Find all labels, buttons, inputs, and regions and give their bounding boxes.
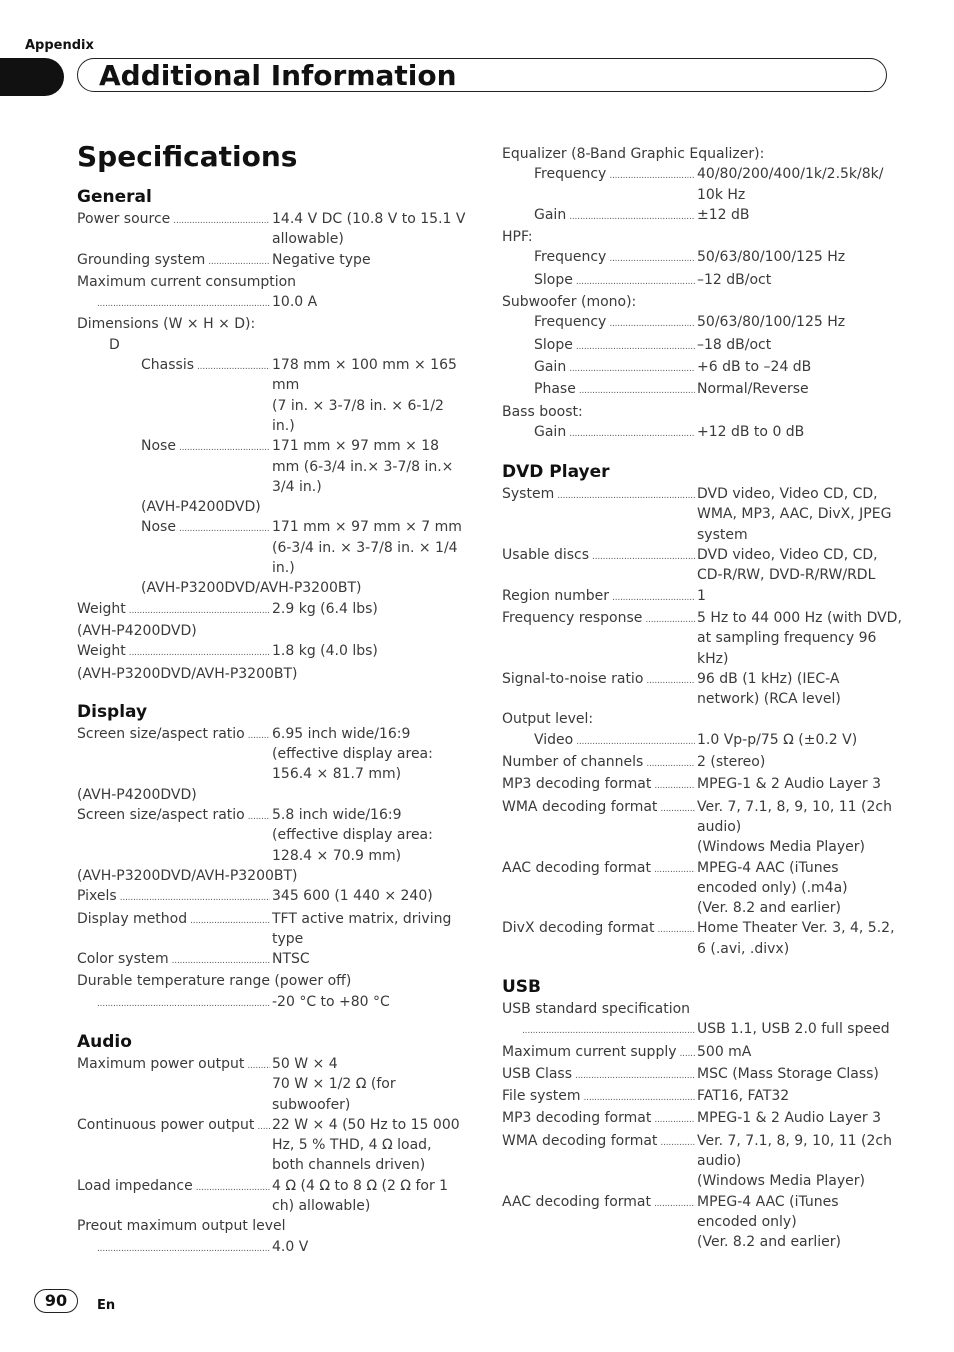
spec-label: Nose (141, 519, 176, 536)
spec-label: DivX decoding format (502, 920, 655, 937)
spec-value: 22 W × 4 (50 Hz to 15 000 Hz, 5 % THD, 4 Ω load, both channels driven) (272, 1116, 460, 1174)
spec-row (502, 797, 902, 858)
spec-label: Maximum current supply (502, 1043, 677, 1060)
spec-value: 50/63/80/100/125 Hz (697, 314, 846, 331)
spec-label: Usable discs (502, 547, 590, 564)
spec-value: DVD video, Video CD, CD, CD-R/RW, DVD-R/RW/RDL (697, 547, 878, 584)
spec-label: Chassis (141, 357, 194, 374)
spec-row (77, 1237, 467, 1259)
spec-value: TFT active matrix, driving type (272, 910, 452, 947)
spec-label: MP3 decoding format (502, 1110, 652, 1127)
spec-value: Ver. 7, 7.1, 8, 9, 10, 11 (2ch audio) (697, 1132, 892, 1170)
spec-row (502, 586, 902, 608)
spec-value: 4 Ω (4 Ω to 8 Ω (2 Ω for 1 ch) allowable) (272, 1177, 449, 1215)
spec-label: Region number (502, 587, 610, 604)
spec-value: 5 Hz to 44 000 Hz (with DVD, at sampling frequency 96 kHz) (697, 609, 902, 667)
spec-value: 171 mm × 97 mm × 7 mm (6-3/4 in. × 3-7/8 in. × 1/4 in.) (272, 519, 462, 577)
spec-label: Slope (534, 336, 573, 353)
spec-label: Preout maximum output level (77, 1218, 286, 1235)
spec-value: (Ver. 8.2 and earlier) (697, 1234, 841, 1251)
spec-row (502, 918, 902, 959)
spec-row (502, 730, 902, 752)
spec-value: 345 600 (1 440 × 240) (272, 888, 433, 905)
spec-value: USB 1.1, USB 2.0 full speed (697, 1021, 890, 1038)
spec-label: Pixels (77, 888, 117, 905)
language-code: En (97, 1298, 116, 1313)
spec-row (502, 484, 902, 545)
spec-label: Gain (534, 423, 567, 440)
spec-value: –18 dB/oct (697, 336, 772, 353)
spec-value: 4.0 V (272, 1238, 309, 1255)
spec-value: 70 W × 1/2 Ω (for subwoofer) (272, 1076, 396, 1113)
usb-heading: USB (502, 976, 542, 997)
spec-label: Screen size/aspect ratio (77, 807, 245, 824)
spec-row (77, 724, 467, 785)
spec-value: (Windows Media Player) (697, 839, 865, 856)
spec-row (77, 1176, 467, 1217)
spec-row (77, 250, 467, 272)
spec-value: (Windows Media Player) (697, 1173, 865, 1190)
spec-value: 40/80/200/400/1k/2.5k/8k/ 10k Hz (697, 166, 884, 203)
spec-row (502, 205, 902, 227)
spec-label: Bass boost: (502, 403, 583, 420)
dvd-player-heading: DVD Player (502, 462, 610, 483)
spec-label: Grounding system (77, 251, 206, 268)
spec-value: 50 W × 4 (272, 1055, 338, 1072)
spec-value: Negative type (272, 251, 371, 268)
section-tab-marker (0, 58, 64, 96)
page-title: Specifications (77, 140, 298, 173)
spec-value: 14.4 V DC (10.8 V to 15.1 V allowable) (272, 211, 466, 248)
spec-row (77, 517, 467, 578)
spec-label: Maximum current consumption (77, 273, 297, 290)
spec-value: 96 dB (1 kHz) (IEC-A network) (RCA level) (697, 670, 841, 708)
spec-row (77, 209, 467, 250)
spec-row (77, 909, 467, 950)
display-heading: Display (77, 701, 148, 722)
spec-label: Color system (77, 951, 169, 968)
spec-row (502, 752, 902, 774)
page-number: 90 (34, 1289, 78, 1313)
model-note: (AVH-P3200DVD/AVH-P3200BT) (77, 665, 298, 682)
right-column (502, 144, 902, 1253)
spec-value: 1.0 Vp-p/75 Ω (±0.2 V) (697, 731, 858, 748)
spec-label: MP3 decoding format (502, 776, 652, 793)
spec-label: Number of channels (502, 754, 644, 771)
spec-label: Video (534, 731, 574, 748)
spec-label: WMA decoding format (502, 1132, 658, 1149)
spec-row (502, 357, 902, 379)
spec-row (502, 774, 902, 796)
spec-row (502, 1192, 902, 1253)
spec-label: Frequency response (502, 609, 643, 626)
spec-row (77, 949, 467, 971)
spec-value: 2 (stereo) (697, 754, 766, 771)
spec-row (502, 608, 902, 669)
spec-value: MPEG-1 & 2 Audio Layer 3 (697, 776, 881, 793)
spec-label: Gain (534, 358, 567, 375)
spec-row (502, 1064, 902, 1086)
audio-heading: Audio (77, 1031, 132, 1052)
spec-value: ±12 dB (697, 206, 750, 223)
spec-label: Display method (77, 910, 188, 927)
spec-row (502, 422, 902, 444)
spec-row (502, 312, 902, 334)
spec-label: Subwoofer (mono): (502, 294, 637, 311)
model-note: (AVH-P4200DVD) (141, 499, 261, 516)
spec-value: 6.95 inch wide/16:9 (effective display area: 156.4 × 81.7 mm) (272, 725, 433, 783)
spec-row (502, 545, 902, 586)
spec-row (502, 669, 902, 710)
spec-value: +12 dB to 0 dB (697, 423, 805, 440)
spec-label: Weight (77, 643, 126, 660)
spec-value: MPEG-4 AAC (iTunes encoded only) (.m4a) (697, 859, 848, 896)
spec-row (77, 805, 467, 866)
spec-row (502, 379, 902, 401)
spec-label: Nose (141, 438, 176, 455)
spec-label: Equalizer (8-Band Graphic Equalizer): (502, 146, 765, 162)
spec-row (77, 641, 467, 663)
spec-label: Phase (534, 381, 576, 398)
spec-label: AAC decoding format (502, 859, 651, 876)
spec-row (502, 1108, 902, 1130)
spec-row (77, 436, 467, 497)
spec-value: (7 in. × 3-7/8 in. × 6-1/2 in.) (272, 397, 444, 434)
general-heading: General (77, 187, 152, 207)
spec-value: +6 dB to –24 dB (697, 358, 812, 375)
spec-value: 10.0 A (272, 294, 318, 311)
spec-value: DVD video, Video CD, CD, WMA, MP3, AAC, DivX, JPEG system (697, 486, 892, 543)
spec-row (502, 1042, 902, 1064)
spec-value: Ver. 7, 7.1, 8, 9, 10, 11 (2ch audio) (697, 798, 892, 835)
spec-value: 171 mm × 97 mm × 18 mm (6-3/4 in.× 3-7/8 in.× 3/4 in.) (272, 438, 454, 495)
spec-label: System (502, 486, 555, 503)
spec-value: (Ver. 8.2 and earlier) (697, 900, 841, 917)
spec-label: Continuous power output (77, 1116, 255, 1133)
spec-value: 178 mm × 100 mm × 165 mm (272, 357, 457, 394)
spec-row (77, 292, 467, 314)
spec-label: Gain (534, 206, 567, 223)
left-column (77, 185, 467, 1259)
spec-label: Output level: (502, 711, 594, 728)
spec-row (502, 335, 902, 357)
spec-value: Normal/Reverse (697, 381, 809, 398)
section-title: Additional Information (99, 59, 457, 92)
spec-label: Frequency (534, 166, 607, 183)
spec-row (502, 247, 902, 269)
spec-label: File system (502, 1088, 581, 1105)
model-note: (AVH-P3200DVD/AVH-P3200BT) (141, 580, 362, 597)
spec-value: 50/63/80/100/125 Hz (697, 249, 846, 266)
spec-label: Frequency (534, 249, 607, 266)
spec-value: 500 mA (697, 1043, 752, 1060)
spec-row (502, 270, 902, 292)
spec-value: 2.9 kg (6.4 lbs) (272, 600, 378, 617)
spec-row (502, 858, 902, 919)
spec-label: Durable temperature range (power off) (77, 973, 352, 990)
model-note: (AVH-P3200DVD/AVH-P3200BT) (77, 867, 298, 884)
spec-label: AAC decoding format (502, 1193, 651, 1210)
spec-value: MPEG-1 & 2 Audio Layer 3 (697, 1110, 881, 1127)
spec-label: Signal-to-noise ratio (502, 670, 644, 687)
spec-value: –12 dB/oct (697, 271, 772, 288)
spec-label: Maximum power output (77, 1055, 245, 1072)
spec-value: 1 (697, 587, 706, 604)
spec-value: FAT16, FAT32 (697, 1088, 790, 1105)
spec-row (77, 992, 467, 1014)
spec-row (502, 1086, 902, 1108)
spec-label: USB standard specification (502, 1000, 691, 1017)
spec-label: USB Class (502, 1065, 573, 1082)
spec-label: HPF: (502, 229, 533, 246)
spec-label: Load impedance (77, 1177, 193, 1194)
spec-label: Dimensions (W × H × D): (77, 316, 256, 333)
spec-row (77, 355, 467, 436)
spec-row (502, 164, 902, 205)
spec-label: WMA decoding format (502, 798, 658, 815)
appendix-label: Appendix (25, 38, 94, 53)
spec-value: Home Theater Ver. 3, 4, 5.2, 6 (.avi, .divx) (697, 920, 895, 957)
spec-value: 1.8 kg (4.0 lbs) (272, 643, 378, 660)
spec-label: Slope (534, 271, 573, 288)
spec-value: -20 °C to +80 °C (272, 993, 390, 1010)
spec-row (77, 886, 467, 908)
spec-label: Frequency (534, 314, 607, 331)
spec-label: D (109, 336, 120, 353)
spec-value: NTSC (272, 951, 310, 968)
spec-row (77, 599, 467, 621)
spec-row (502, 1019, 902, 1041)
spec-value: 5.8 inch wide/16:9 (effective display area: 128.4 × 70.9 mm) (272, 807, 433, 864)
model-note: (AVH-P4200DVD) (77, 786, 197, 803)
spec-value: MSC (Mass Storage Class) (697, 1065, 879, 1082)
spec-label: Power source (77, 211, 171, 227)
spec-label: Screen size/aspect ratio (77, 725, 245, 742)
spec-value: MPEG-4 AAC (iTunes encoded only) (697, 1193, 839, 1230)
spec-row (77, 1115, 467, 1176)
model-note: (AVH-P4200DVD) (77, 622, 197, 639)
spec-label: Weight (77, 600, 126, 617)
spec-row (502, 1131, 902, 1192)
spec-row (77, 1054, 467, 1115)
